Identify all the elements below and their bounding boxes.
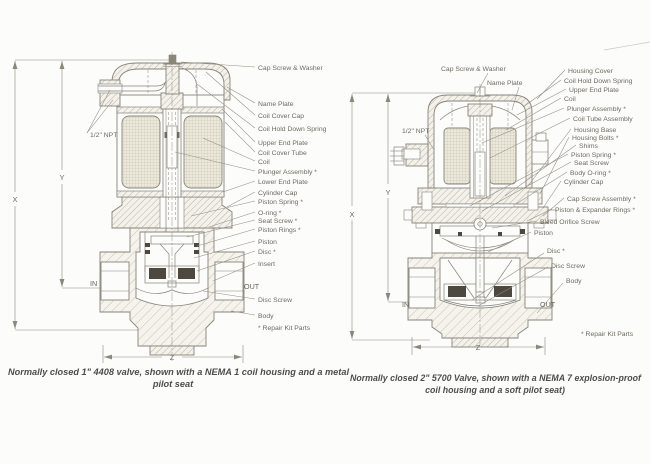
left-valve-drawing	[98, 52, 244, 363]
right-repair-kit-note: * Repair Kit Parts	[581, 331, 634, 338]
right-label-seat-screw: Seat Screw	[574, 160, 609, 167]
left-label-disc: Disc *	[258, 249, 276, 256]
left-label-insert: Insert	[258, 261, 275, 268]
scan-artifact-line	[604, 42, 650, 50]
left-caption	[8, 366, 349, 390]
left-npt-label: 1/2" NPT	[90, 132, 118, 139]
left-label-coil-hold-down-spring: Coil Hold Down Spring	[258, 126, 327, 133]
right-label-cylinder-cap: Cylinder Cap	[564, 179, 604, 186]
left-dim-z-label: Z	[169, 353, 175, 362]
right-label-disc: Disc *	[547, 248, 565, 255]
left-caption-line2: pilot seat	[152, 379, 194, 389]
right-label-coil-tube-assembly: Coil Tube Assembly	[573, 116, 633, 123]
left-dim-x-label: X	[12, 195, 18, 204]
right-dim-y-label: Y	[385, 188, 391, 197]
left-label-disc-screw: Disc Screw	[258, 297, 292, 304]
right-label-upper-end-plate: Upper End Plate	[569, 87, 619, 94]
right-label-body: Body	[566, 278, 582, 285]
right-label-piston-spring: Piston Spring *	[571, 152, 616, 159]
left-label-plunger-assembly: Plunger Assembly *	[258, 169, 317, 176]
right-label-coil: Coil	[564, 96, 576, 103]
right-label-cap-screw-assembly: Cap Screw Assembly *	[567, 196, 636, 203]
left-port-out-label: OUT	[244, 282, 260, 291]
right-caption	[350, 372, 640, 396]
right-port-in-label: IN	[402, 300, 410, 309]
right-label-disc-screw: Disc Screw	[551, 263, 585, 270]
right-label-housing-base: Housing Base	[574, 127, 617, 134]
right-label-coil-hold-down-spring: Coil Hold Down Spring	[564, 78, 633, 85]
left-dim-y-label: Y	[59, 173, 65, 182]
right-dim-x-label: X	[349, 210, 355, 219]
left-label-piston-rings: Piston Rings *	[258, 227, 301, 234]
right-caption-line1: Normally closed 2" 5700 Valve, shown with a NEMA 7 explosion-proof	[350, 373, 641, 383]
right-npt-label: 1/2" NPT	[402, 128, 430, 135]
left-label-coil-cover-cap: Coil Cover Cap	[258, 113, 305, 120]
right-caption-line2: coil housing and a soft pilot seat)	[425, 385, 565, 395]
left-label-body: Body	[258, 313, 274, 320]
left-label-piston: Piston	[258, 239, 277, 246]
left-label-cap-screw-washer: Cap Screw & Washer	[258, 65, 323, 72]
left-label-piston-spring: Piston Spring *	[258, 199, 303, 206]
right-dim-z-label: Z	[475, 343, 481, 352]
left-label-coil-cover-tube: Coil Cover Tube	[258, 150, 307, 157]
left-label-upper-end-plate: Upper End Plate	[258, 140, 308, 147]
left-label-coil: Coil	[258, 159, 270, 166]
right-label-bleed-orifice-screw: Bleed Orifice Screw	[540, 219, 600, 226]
right-label-plunger-assembly: Plunger Assembly *	[567, 106, 626, 113]
left-caption-line1: Normally closed 1" 4408 valve, shown with a NEMA 1 coil housing and a metal	[8, 367, 349, 377]
left-repair-kit-note: * Repair Kit Parts	[258, 325, 311, 332]
right-label-shims: Shims	[579, 143, 598, 150]
right-label-body-o-ring: Body O-ring *	[570, 170, 611, 177]
right-valve-drawing	[390, 84, 556, 347]
right-label-housing-cover: Housing Cover	[568, 68, 613, 75]
right-label-housing-bolts: Housing Bolts *	[572, 135, 619, 142]
left-label-seat-screw: Seat Screw *	[258, 218, 298, 225]
right-label-piston-expander-rings: Piston & Expander Rings *	[555, 207, 636, 214]
left-label-cylinder-cap: Cylinder Cap	[258, 190, 298, 197]
right-port-out-label: OUT	[540, 300, 556, 309]
left-port-in-label: IN	[90, 279, 98, 288]
right-label-name-plate: Name Plate	[487, 80, 523, 87]
left-label-o-ring: O-ring *	[258, 210, 282, 217]
left-label-lower-end-plate: Lower End Plate	[258, 179, 308, 186]
right-label-cap-screw-washer: Cap Screw & Washer	[441, 66, 506, 73]
right-label-piston: Piston	[534, 230, 553, 237]
left-label-name-plate: Name Plate	[258, 101, 294, 108]
